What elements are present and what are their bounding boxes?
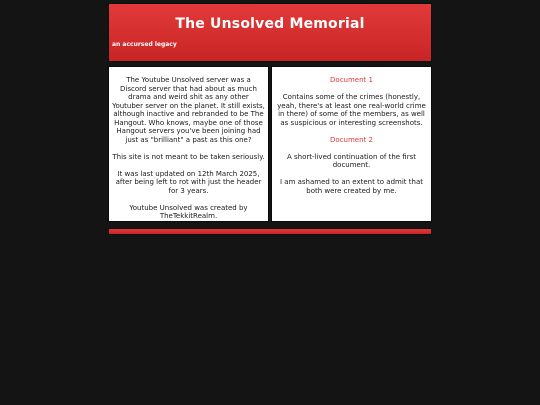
intro-paragraph: The Youtube Unsolved server was a Discord server that had about as much drama and weird shit as any other Youtuber server on the planet. It still exists, although inactive and rebranded to be The Hangout. Who knows, maybe one of those Hangout servers you've been joining had just as "brilliant" a past as this one? bbox=[112, 76, 265, 144]
document-1-description: Contains some of the crimes (honestly, yeah, there's at least one real-world crime in there) of some of the members, as well as suspicious or interesting screenshots. bbox=[277, 93, 426, 127]
document-1-link[interactable]: Document 1 bbox=[330, 76, 373, 84]
intro-paragraph: This site is not meant to be taken seriously. bbox=[112, 152, 265, 161]
document-2-description: A short-lived continuation of the first document. bbox=[287, 152, 416, 169]
intro-paragraph: Youtube Unsolved was created by TheTekkitRealm. bbox=[129, 203, 248, 220]
footer-bar bbox=[108, 228, 432, 235]
documents-panel bbox=[271, 66, 432, 222]
intro-panel bbox=[108, 66, 269, 222]
author-note: I am ashamed to an extent to admit that both were created by me. bbox=[279, 178, 423, 195]
intro-paragraph: It was last updated on 12th March 2025, after being left to rot with just the header for 3 years. bbox=[115, 169, 262, 195]
document-2-link[interactable]: Document 2 bbox=[330, 135, 373, 144]
site-title: The Unsolved Memorial bbox=[175, 16, 365, 32]
site-tagline: an accursed legacy bbox=[112, 41, 177, 48]
site-header bbox=[108, 3, 432, 62]
